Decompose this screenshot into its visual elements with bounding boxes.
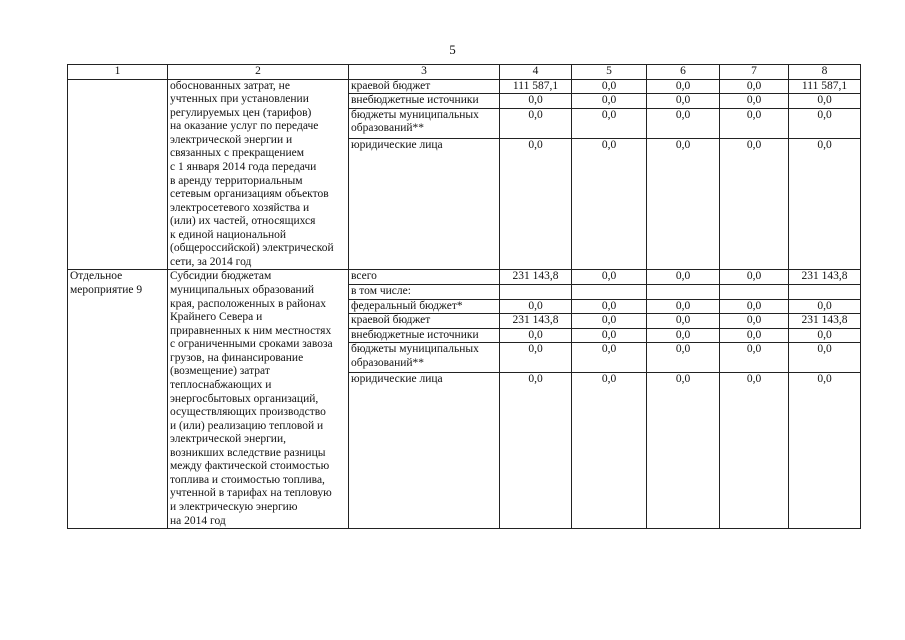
value-cell: 0,0 <box>720 94 789 109</box>
value-cell <box>647 285 720 300</box>
header-col-3: 3 <box>349 65 500 80</box>
value-cell: 231 143,8 <box>789 314 861 329</box>
value-cell: 0,0 <box>572 314 647 329</box>
value-cell: 0,0 <box>720 299 789 314</box>
value-cell: 0,0 <box>720 328 789 343</box>
description-line: и электрическую энергию <box>170 501 298 513</box>
funding-source-cell: краевой бюджет <box>349 314 500 329</box>
header-col-6: 6 <box>647 65 720 80</box>
description-line: с ограниченными сроками завоза <box>170 338 333 351</box>
description-line: Крайнего Севера и <box>170 311 263 324</box>
value-cell: 0,0 <box>789 138 861 270</box>
description-line: энергосбытовых организаций, <box>170 392 319 405</box>
value-cell: 0,0 <box>500 299 572 314</box>
value-cell: 111 587,1 <box>789 79 861 94</box>
value-cell: 0,0 <box>500 373 572 529</box>
funding-source-cell: федеральный бюджет* <box>349 299 500 314</box>
value-cell: 0,0 <box>647 343 720 373</box>
value-cell: 0,0 <box>789 299 861 314</box>
description-line: Субсидии бюджетам <box>170 270 272 283</box>
header-col-4: 4 <box>500 65 572 80</box>
block2-rows <box>68 270 861 529</box>
value-cell: 0,0 <box>572 94 647 109</box>
funding-source-line: бюджеты муниципальных <box>351 108 479 121</box>
value-cell: 0,0 <box>720 108 789 138</box>
description-line: электросетевого хозяйства и <box>170 201 310 214</box>
value-cell <box>789 285 861 300</box>
funding-source-cell: в том числе: <box>349 285 500 300</box>
description-line: с 1 января 2014 года передачи <box>170 160 317 173</box>
funding-source-cell: юридические лица <box>349 373 500 529</box>
description-line: связанных с прекращением <box>170 147 305 160</box>
description-line: обоснованных затрат, не <box>170 79 290 92</box>
value-cell: 0,0 <box>500 94 572 109</box>
value-cell: 0,0 <box>789 343 861 373</box>
value-cell: 0,0 <box>572 270 647 285</box>
value-cell: 0,0 <box>572 373 647 529</box>
value-cell: 0,0 <box>789 108 861 138</box>
value-cell: 0,0 <box>647 270 720 285</box>
description-line: муниципальных образований <box>170 284 315 296</box>
value-cell: 0,0 <box>500 328 572 343</box>
activity-line: Отдельное <box>70 270 123 283</box>
value-cell: 231 143,8 <box>500 314 572 329</box>
page-number: 5 <box>449 42 456 57</box>
description-line: приравненных к ним местностях <box>170 324 332 337</box>
funding-source-line: образований** <box>351 122 425 135</box>
value-cell: 0,0 <box>647 94 720 109</box>
value-cell: 0,0 <box>720 314 789 329</box>
description-line: края, расположенных в районах <box>170 297 327 310</box>
description-line: (или) их частей, относящихся <box>170 215 316 228</box>
description-line: между фактической стоимостью <box>170 460 330 473</box>
funding-source-cell: всего <box>349 270 500 285</box>
funding-source-cell: внебюджетные источники <box>349 328 500 343</box>
description-line: регулируемых цен (тарифов) <box>170 106 312 119</box>
value-cell <box>720 285 789 300</box>
description-line: на 2014 год <box>170 514 226 527</box>
value-cell: 0,0 <box>789 328 861 343</box>
description-line: электрической энергии и <box>170 133 293 146</box>
value-cell: 0,0 <box>720 343 789 373</box>
value-cell: 231 143,8 <box>500 270 572 285</box>
activity-cell <box>68 79 168 270</box>
description-line: грузов, на финансирование <box>170 351 304 364</box>
funding-source-cell: краевой бюджет <box>349 79 500 94</box>
value-cell: 0,0 <box>572 79 647 94</box>
table-row <box>68 79 861 94</box>
value-cell: 0,0 <box>500 343 572 373</box>
value-cell: 0,0 <box>647 328 720 343</box>
value-cell: 0,0 <box>647 314 720 329</box>
value-cell: 0,0 <box>720 373 789 529</box>
value-cell: 0,0 <box>720 270 789 285</box>
description-cell <box>168 270 349 529</box>
value-cell: 0,0 <box>647 79 720 94</box>
description-line: (общероссийской) электрической <box>170 242 334 255</box>
description-line: сети, за 2014 год <box>170 255 252 268</box>
description-line: сетевым организациям объектов <box>170 188 329 201</box>
description-line: топлива и стоимостью топлива, <box>170 473 325 486</box>
value-cell: 111 587,1 <box>500 79 572 94</box>
value-cell: 0,0 <box>572 108 647 138</box>
value-cell: 0,0 <box>789 94 861 109</box>
description-line: осуществляющих производство <box>170 406 326 419</box>
header-col-1: 1 <box>68 65 168 80</box>
funding-source-line: бюджеты муниципальных <box>351 343 479 356</box>
description-line: учтенной в тарифах на тепловую <box>170 487 332 500</box>
value-cell <box>572 285 647 300</box>
funding-source-cell <box>349 343 500 373</box>
value-cell: 231 143,8 <box>789 270 861 285</box>
description-cell <box>168 79 349 270</box>
description-line: в аренду территориальным <box>170 174 303 187</box>
value-cell: 0,0 <box>647 373 720 529</box>
table-row <box>68 270 861 285</box>
value-cell: 0,0 <box>720 138 789 270</box>
value-cell: 0,0 <box>500 108 572 138</box>
description-line: учтенных при установлении <box>170 93 309 106</box>
value-cell: 0,0 <box>572 343 647 373</box>
funding-source-cell: юридические лица <box>349 138 500 270</box>
value-cell: 0,0 <box>572 328 647 343</box>
funding-source-cell <box>349 108 500 138</box>
description-line: к единой национальной <box>170 228 287 241</box>
funding-source-cell: внебюджетные источники <box>349 94 500 109</box>
value-cell: 0,0 <box>720 79 789 94</box>
value-cell: 0,0 <box>647 299 720 314</box>
header-col-5: 5 <box>572 65 647 80</box>
header-col-8: 8 <box>789 65 861 80</box>
description-line: теплоснабжающих и <box>170 378 272 391</box>
header-col-2: 2 <box>168 65 349 80</box>
description-line: и (или) реализацию тепловой и <box>170 419 324 432</box>
description-line: электрической энергии, <box>170 433 286 446</box>
activity-line: мероприятие 9 <box>70 284 143 296</box>
budget-table <box>67 64 861 529</box>
description-line: (возмещение) затрат <box>170 365 270 378</box>
value-cell: 0,0 <box>572 138 647 270</box>
value-cell: 0,0 <box>572 299 647 314</box>
activity-cell <box>68 270 168 529</box>
value-cell: 0,0 <box>647 138 720 270</box>
value-cell <box>500 285 572 300</box>
description-line: на оказание услуг по передаче <box>170 120 319 133</box>
value-cell: 0,0 <box>500 138 572 270</box>
value-cell: 0,0 <box>789 373 861 529</box>
header-col-7: 7 <box>720 65 789 80</box>
block1-rows <box>68 79 861 270</box>
funding-source-line: образований** <box>351 356 425 369</box>
header-row <box>68 65 861 80</box>
value-cell: 0,0 <box>647 108 720 138</box>
description-line: возникших вследствие разницы <box>170 446 326 459</box>
